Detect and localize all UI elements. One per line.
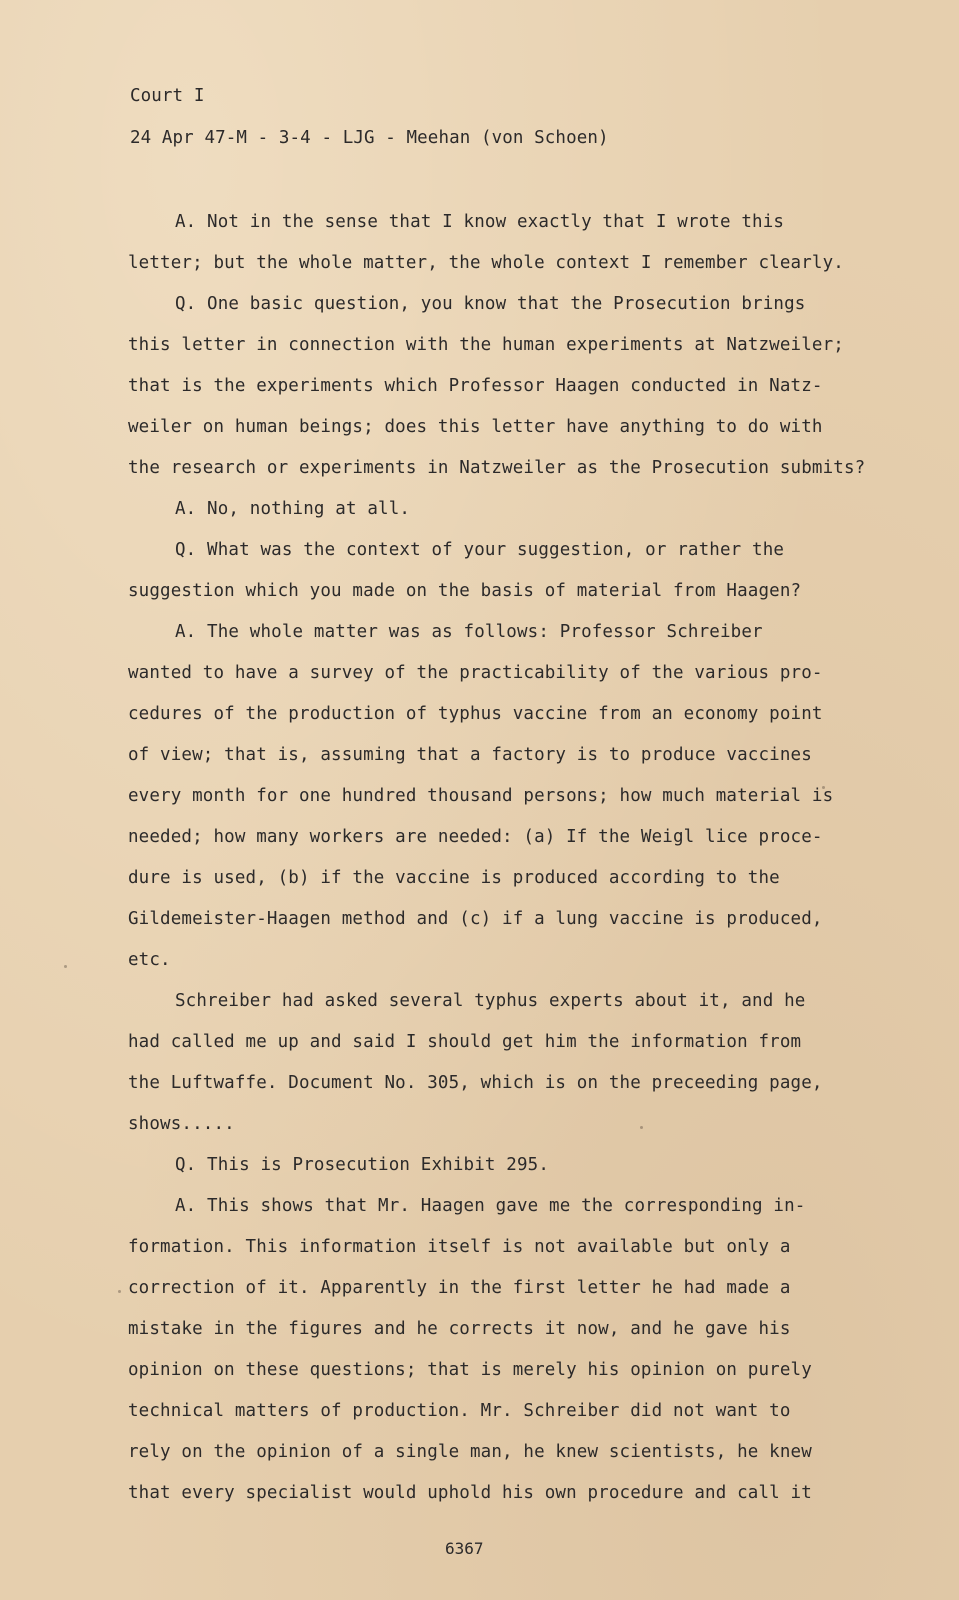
text-line: Schreiber had asked several typhus experts about it, and he bbox=[175, 991, 806, 1011]
text-line: etc. bbox=[128, 950, 171, 970]
text-line: of view; that is, assuming that a factory is to produce vaccines bbox=[128, 745, 812, 765]
text-line: A. This shows that Mr. Haagen gave me the corresponding in- bbox=[175, 1196, 806, 1216]
text-line: cedures of the production of typhus vaccine from an economy point bbox=[128, 704, 823, 724]
text-line: weiler on human beings; does this letter have anything to do with bbox=[128, 417, 823, 437]
text-line: shows..... bbox=[128, 1114, 235, 1134]
text-line: opinion on these questions; that is merely his opinion on purely bbox=[128, 1360, 812, 1380]
text-line: needed; how many workers are needed: (a) If the Weigl lice proce- bbox=[128, 827, 823, 847]
text-line: that every specialist would uphold his own procedure and call it bbox=[128, 1483, 812, 1503]
text-line: this letter in connection with the human experiments at Natzweiler; bbox=[128, 335, 844, 355]
text-line: formation. This information itself is not available but only a bbox=[128, 1237, 791, 1257]
text-line: technical matters of production. Mr. Schreiber did not want to bbox=[128, 1401, 791, 1421]
paper-speck bbox=[640, 1126, 643, 1129]
paper-speck bbox=[64, 965, 67, 968]
text-line: letter; but the whole matter, the whole context I remember clearly. bbox=[128, 253, 844, 273]
text-line: rely on the opinion of a single man, he knew scientists, he knew bbox=[128, 1442, 812, 1462]
text-line: correction of it. Apparently in the first letter he had made a bbox=[128, 1278, 791, 1298]
text-line: wanted to have a survey of the practicability of the various pro- bbox=[128, 663, 823, 683]
session-heading: 24 Apr 47-M - 3-4 - LJG - Meehan (von Schoen) bbox=[130, 128, 609, 148]
text-line: A. No, nothing at all. bbox=[175, 499, 411, 519]
text-line: that is the experiments which Professor Haagen conducted in Natz- bbox=[128, 376, 823, 396]
text-line: mistake in the figures and he corrects it now, and he gave his bbox=[128, 1319, 791, 1339]
text-line: dure is used, (b) if the vaccine is produced according to the bbox=[128, 868, 780, 888]
text-line: A. Not in the sense that I know exactly that I wrote this bbox=[175, 212, 785, 232]
text-line: Q. This is Prosecution Exhibit 295. bbox=[175, 1155, 550, 1175]
paper-speck bbox=[118, 1290, 121, 1293]
text-line: suggestion which you made on the basis of material from Haagen? bbox=[128, 581, 802, 601]
court-heading: Court I bbox=[130, 86, 205, 106]
text-line: Gildemeister-Haagen method and (c) if a lung vaccine is produced, bbox=[128, 909, 823, 929]
text-line: the research or experiments in Natzweiler as the Prosecution submits? bbox=[128, 458, 866, 478]
paper-speck bbox=[822, 786, 825, 789]
text-line: had called me up and said I should get him the information from bbox=[128, 1032, 802, 1052]
text-line: Q. What was the context of your suggestion, or rather the bbox=[175, 540, 785, 560]
text-line: A. The whole matter was as follows: Professor Schreiber bbox=[175, 622, 763, 642]
text-line: the Luftwaffe. Document No. 305, which is on the preceeding page, bbox=[128, 1073, 823, 1093]
page-number: 6367 bbox=[445, 1539, 484, 1558]
text-line: every month for one hundred thousand persons; how much material is bbox=[128, 786, 834, 806]
text-line: Q. One basic question, you know that the Prosecution brings bbox=[175, 294, 806, 314]
